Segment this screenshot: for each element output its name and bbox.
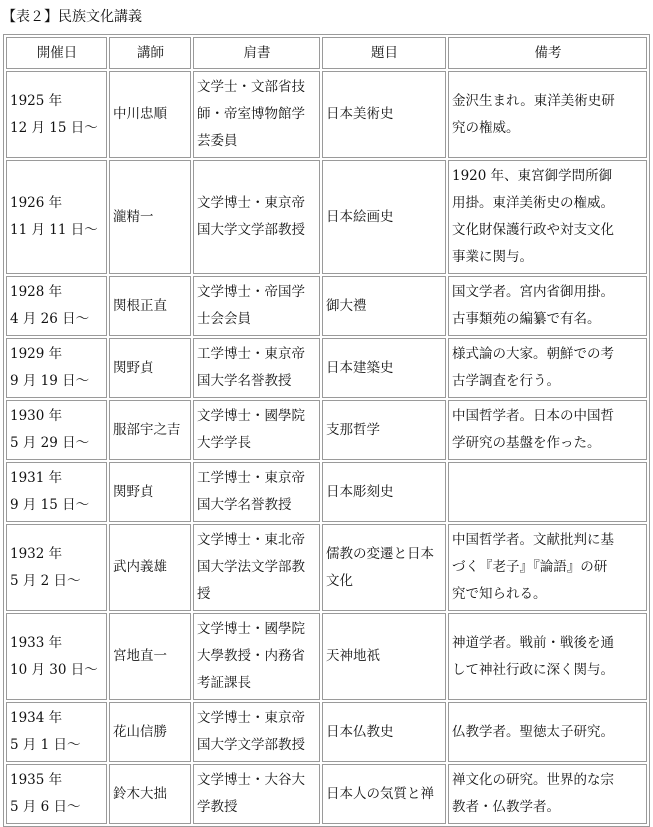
cell-subject (322, 160, 446, 274)
cell-date (6, 338, 107, 398)
cell-lecturer: 中川忠順 (109, 71, 191, 158)
cell-note-line: 1920 年、東宮御学問所御 (452, 168, 613, 184)
cell-position (193, 276, 320, 336)
cell-note (448, 764, 647, 824)
cell-date-line: 1926 年 (10, 195, 63, 211)
cell-position-line: 芸委員 (197, 133, 238, 149)
cell-note (448, 524, 647, 611)
cell-position-line: 文学博士・大谷大 (197, 772, 305, 788)
cell-subject-line: 天神地祇 (326, 648, 380, 664)
cell-subject (322, 71, 446, 158)
cell-note-line: 事業に関与。 (452, 249, 533, 265)
cell-note-line: づく『老子』『論語』の研 (452, 559, 608, 575)
cell-note-line: 中国哲学者。日本の中国哲 (452, 408, 614, 424)
cell-note (448, 160, 647, 274)
cell-position (193, 338, 320, 398)
cell-subject (322, 702, 446, 762)
cell-date (6, 524, 107, 611)
cell-position (193, 702, 320, 762)
cell-position-line: 師・帝室博物館学 (197, 106, 305, 122)
cell-note-line: 国文学者。宮内省御用掛。 (452, 284, 614, 300)
cell-date-line: 12 月 15 日～ (10, 119, 98, 136)
cell-subject-line: 日本仏教史 (326, 723, 394, 740)
header-lecturer: 講師 (109, 37, 191, 69)
cell-subject (322, 338, 446, 398)
cell-date (6, 702, 107, 762)
cell-position-line: 大学学長 (197, 435, 251, 451)
cell-note (448, 702, 647, 762)
cell-subject (322, 276, 446, 336)
cell-date-line: 5 月 29 日～ (10, 435, 90, 451)
table-body (6, 71, 647, 824)
cell-position-line: 大學教授・内務省 (197, 648, 305, 664)
cell-note-line: 禅文化の研究。世界的な宗 (452, 772, 614, 788)
cell-note-line: 中国哲学者。文献批判に基 (452, 532, 614, 548)
cell-lecturer: 関野貞 (109, 462, 191, 522)
cell-date-line: 1933 年 (10, 634, 63, 651)
cell-lecturer: 関根正直 (109, 276, 191, 336)
cell-position-line: 士会会員 (197, 311, 251, 327)
cell-subject-line: 日本人の気質と禅 (326, 785, 434, 802)
cell-subject (322, 613, 446, 700)
cell-note-line: 究で知られる。 (452, 586, 547, 602)
cell-lecturer: 宮地直一 (109, 613, 191, 700)
cell-lecturer: 武内義雄 (109, 524, 191, 611)
cell-date-line: 5 月 2 日～ (10, 572, 81, 589)
cell-position-line: 文学博士・東京帝 (197, 710, 305, 726)
header-subject: 題目 (322, 37, 446, 69)
header-date: 開催日 (6, 37, 107, 69)
cell-note (448, 338, 647, 398)
cell-position-line: 国大学文学部教授 (197, 222, 305, 238)
cell-date (6, 160, 107, 274)
cell-date-line: 1931 年 (10, 470, 63, 486)
table-row (6, 160, 647, 274)
cell-note-line: 教者・仏教学者。 (452, 799, 560, 815)
cell-position-line: 文学博士・帝国学 (197, 284, 305, 300)
table-row (6, 764, 647, 824)
cell-position-line: 文学博士・東北帝 (197, 532, 305, 548)
cell-date (6, 613, 107, 700)
cell-date-line: 9 月 19 日～ (10, 373, 90, 389)
cell-lecturer: 花山信勝 (109, 702, 191, 762)
cell-date-line: 10 月 30 日～ (10, 661, 98, 678)
cell-position (193, 71, 320, 158)
cell-subject-line: 支那哲学 (326, 421, 380, 438)
cell-position-line: 授 (197, 586, 211, 602)
cell-subject (322, 524, 446, 611)
cell-note-line: 古事類苑の編纂で有名。 (452, 311, 601, 327)
table-row (6, 71, 647, 158)
cell-subject (322, 400, 446, 460)
cell-position-line: 国大学名誉教授 (197, 373, 292, 389)
cell-note (448, 462, 647, 522)
cell-position-line: 文学博士・國學院 (197, 621, 305, 637)
cell-note-line: 用掛。東洋美術史の権威。 (452, 195, 614, 211)
cell-lecturer: 鈴木大拙 (109, 764, 191, 824)
table-row (6, 400, 647, 460)
table-caption: 【表２】民族文化講義 (2, 9, 142, 25)
table-row (6, 613, 647, 700)
cell-note-line: 神道学者。戦前・戦後を通 (452, 634, 614, 651)
cell-note-line: 古学調査を行う。 (452, 373, 560, 389)
cell-date-line: 1932 年 (10, 545, 63, 562)
cell-position-line: 工学博士・東京帝 (197, 470, 305, 486)
cell-date-line: 1925 年 (10, 92, 63, 109)
header-position: 肩書 (193, 37, 320, 69)
cell-date-line: 4 月 26 日～ (10, 311, 90, 327)
cell-date-line: 1929 年 (10, 346, 63, 362)
cell-subject-line: 日本絵画史 (326, 208, 394, 225)
cell-subject (322, 764, 446, 824)
table-row (6, 702, 647, 762)
cell-note-line: 究の権威。 (452, 119, 520, 136)
cell-date (6, 276, 107, 336)
cell-note-line: 様式論の大家。朝鮮での考 (452, 346, 614, 362)
cell-position-line: 学教授 (197, 799, 238, 815)
cell-subject-line: 日本彫刻史 (326, 483, 394, 500)
cell-position-line: 工学博士・東京帝 (197, 346, 305, 362)
cell-subject-line: 御大禮 (326, 297, 367, 314)
cell-position (193, 764, 320, 824)
table-row (6, 276, 647, 336)
cell-date-line: 1935 年 (10, 772, 63, 788)
cell-position (193, 462, 320, 522)
cell-position-line: 考証課長 (197, 675, 251, 691)
table-row (6, 462, 647, 522)
cell-position-line: 文学博士・東京帝 (197, 195, 305, 211)
lecture-table (3, 34, 650, 827)
cell-date (6, 400, 107, 460)
cell-lecturer: 服部宇之吉 (109, 400, 191, 460)
cell-position-line: 国大学文学部教授 (197, 737, 305, 753)
cell-date (6, 71, 107, 158)
cell-position (193, 524, 320, 611)
cell-date-line: 11 月 11 日～ (10, 222, 98, 238)
cell-position-line: 国大学名誉教授 (197, 497, 292, 513)
cell-note (448, 613, 647, 700)
cell-subject (322, 462, 446, 522)
cell-date-line: 5 月 6 日～ (10, 799, 81, 815)
cell-position-line: 文学博士・國學院 (197, 408, 305, 424)
cell-subject-line: 日本建築史 (326, 359, 394, 376)
cell-date-line: 1934 年 (10, 710, 63, 726)
cell-subject-line: 日本美術史 (326, 106, 394, 122)
cell-note-line: 金沢生まれ。東洋美術史研 (452, 92, 615, 109)
cell-note (448, 400, 647, 460)
cell-note-line: 仏教学者。聖徳太子研究。 (452, 723, 614, 740)
cell-position-line: 文学士・文部省技 (197, 79, 305, 95)
table-row (6, 524, 647, 611)
cell-date-line: 5 月 1 日～ (10, 737, 81, 753)
cell-subject-line: 文化 (326, 572, 353, 589)
cell-date-line: 9 月 15 日～ (10, 497, 90, 513)
cell-subject-line: 儒教の変遷と日本 (326, 545, 434, 562)
table-row (6, 338, 647, 398)
cell-position (193, 613, 320, 700)
cell-note (448, 276, 647, 336)
header-note: 備考 (448, 37, 647, 69)
header-row (6, 37, 647, 69)
cell-date (6, 764, 107, 824)
cell-note (448, 71, 647, 158)
cell-date-line: 1928 年 (10, 284, 63, 300)
cell-lecturer: 瀧精一 (109, 160, 191, 274)
cell-note-line: 学研究の基盤を作った。 (452, 435, 601, 451)
cell-position-line: 国大学法文学部教 (197, 559, 305, 575)
cell-note-line: 文化財保護行政や対支文化 (452, 222, 614, 238)
cell-date (6, 462, 107, 522)
cell-position (193, 160, 320, 274)
cell-note-line: して神社行政に深く関与。 (452, 661, 614, 678)
cell-date-line: 1930 年 (10, 408, 63, 424)
cell-lecturer: 関野貞 (109, 338, 191, 398)
cell-position (193, 400, 320, 460)
